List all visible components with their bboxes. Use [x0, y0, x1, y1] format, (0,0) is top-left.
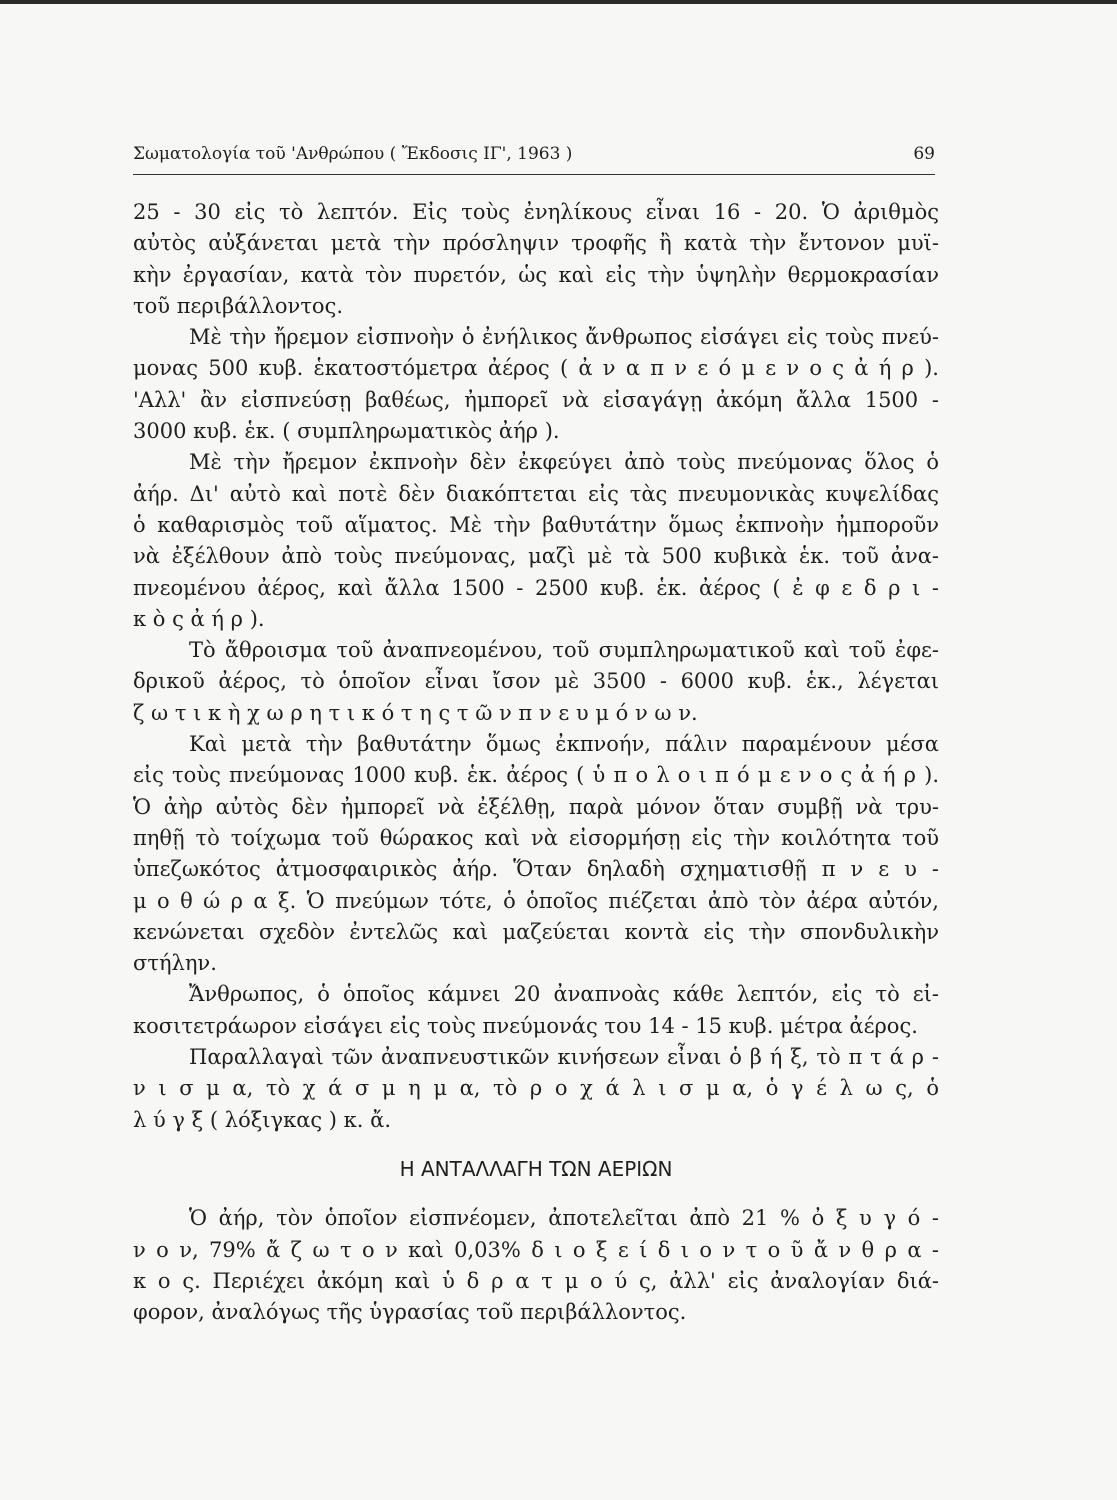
text-line: στήλην. — [133, 951, 217, 976]
text-line: νὰ ἐξέλθουν ἀπὸ τοὺς πνεύμονας, μαζὶ μὲ τὰ 500 κυβικὰ ἑκ. τοῦ ἀνα- — [133, 544, 939, 569]
text-line: πηθῇ τὸ τοίχωμα τοῦ θώρακος καὶ νὰ εἰσορμήσῃ εἰς τὴν κοιλότητα τοῦ — [133, 825, 939, 850]
text-line: 'Αλλ' ἂν εἰσπνεύσῃ βαθέως, ἠμπορεῖ νὰ εἰσαγάγῃ ἀκόμη ἄλλα 1500 - — [133, 387, 939, 412]
text-line: τοῦ περιβάλλοντος. — [133, 293, 344, 318]
text-line: Τὸ ἄθροισμα τοῦ ἀναπνεομένου, τοῦ συμπληρωματικοῦ καὶ τοῦ ἐφε- — [189, 638, 939, 663]
text-line: Ὁ ἀήρ, τὸν ὁποῖον εἰσπνέομεν, ἀποτελεῖται ἀπὸ 21 % ὀ ξ υ γ ό - — [189, 1206, 939, 1231]
section-heading: Η ΑΝΤΑΛΛΑΓΗ ΤΩΝ ΑΕΡΙΩΝ — [399, 1156, 673, 1181]
text-line: δρικοῦ ἀέρος, τὸ ὁποῖον εἶναι ἴσον μὲ 3500 - 6000 κυβ. ἑκ., λέγεται — [133, 669, 939, 694]
text-line: ν ο ν, 79% ἄ ζ ω τ ο ν καὶ 0,03% δ ι ο ξ ε ί δ ι ο ν τ ο ῦ ἄ ν θ ρ α - — [133, 1237, 939, 1262]
text-line: πνεομένου ἀέρος, καὶ ἄλλα 1500 - 2500 κυβ. ἑκ. ἀέρος ( ἐ φ ε δ ρ ι - — [133, 575, 939, 600]
text-line: εἰς τοὺς πνεύμονας 1000 κυβ. ἑκ. ἀέρος ( ὑ π ο λ ο ι π ό μ ε ν ο ς ἀ ή ρ ). — [133, 763, 939, 788]
text-line: αὐτὸς αὐξάνεται μετὰ τὴν πρόσληψιν τροφῆς ἢ κατὰ τὴν ἔντονον μυϊ- — [133, 231, 939, 256]
text-line: κοσιτετράωρον εἰσάγει εἰς τοὺς πνεύμονάς του 14 - 15 κυβ. μέτρα ἀέρος. — [133, 1013, 918, 1038]
text-line: ἀήρ. Δι' αὐτὸ καὶ ποτὲ δὲν διακόπτεται εἰς τὰς πνευμονικὰς κυψελίδας — [133, 481, 939, 506]
text-line: κενώνεται σχεδὸν ἐντελῶς καὶ μαζεύεται κοντὰ εἰς τὴν σπονδυλικὴν — [133, 919, 939, 944]
text-line: κ ο ς. Περιέχει ἀκόμη καὶ ὑ δ ρ α τ μ ο ύ ς, ἀλλ' εἰς ἀναλογίαν διά- — [133, 1268, 939, 1293]
header-title: Σωματολογία τοῦ 'Ανθρώπου ( Ἔκδοσις ΙΓ', 1963 ) — [133, 144, 573, 164]
text-line: ν ι σ μ α, τὸ χ ά σ μ η μ α, τὸ ρ ο χ ά λ ι σ μ α, ὁ γ έ λ ω ς, ὁ — [133, 1076, 939, 1101]
text-line: Ὁ ἀὴρ αὐτὸς δὲν ἠμπορεῖ νὰ ἐξέλθῃ, παρὰ μόνον ὅταν συμβῇ νὰ τρυ- — [133, 794, 939, 819]
text-line: ζ ω τ ι κ ὴ χ ω ρ η τ ι κ ό τ η ς τ ῶ ν π ν ε υ μ ό ν ω ν. — [133, 700, 698, 725]
text-line: κὴν ἐργασίαν, κατὰ τὸν πυρετόν, ὡς καὶ εἰς τὴν ὑψηλὴν θερμοκρασίαν — [133, 262, 939, 287]
text-line: 3000 κυβ. ἑκ. ( συμπληρωματικὸς ἀήρ ). — [133, 419, 560, 444]
scan-top-edge — [0, 0, 1117, 4]
text-line: Μὲ τὴν ἤρεμον εἰσπνοὴν ὁ ἐνήλικος ἄνθρωπος εἰσάγει εἰς τοὺς πνεύ- — [189, 325, 939, 350]
text-line: 25 - 30 εἰς τὸ λεπτόν. Εἰς τοὺς ἐνηλίκους εἶναι 16 - 20. Ὁ ἀριθμὸς — [133, 200, 939, 224]
running-header — [133, 140, 935, 175]
text-line: λ ύ γ ξ ( λόξιγκας ) κ. ἄ. — [133, 1107, 392, 1132]
text-line: Παραλλαγαὶ τῶν ἀναπνευστικῶν κινήσεων εἶναι ὁ β ή ξ, τὸ π τ ά ρ - — [189, 1045, 939, 1070]
text-line: ὑπεζωκότος ἀτμοσφαιρικὸς ἀήρ. Ὅταν δηλαδὴ σχηματισθῇ π ν ε υ - — [133, 857, 939, 882]
text-line: ὁ καθαρισμὸς τοῦ αἵματος. Μὲ τὴν βαθυτάτην ὅμως ἐκπνοὴν ἠμποροῦν — [133, 512, 939, 537]
body-text — [133, 197, 939, 1328]
text-line: Μὲ τὴν ἤρεμον ἐκπνοὴν δὲν ἐκφεύγει ἀπὸ τοὺς πνεύμονας ὅλος ὁ — [189, 450, 939, 475]
text-line: Ἄνθρωπος, ὁ ὁποῖος κάμνει 20 ἀναπνοὰς κάθε λεπτόν, εἰς τὸ εἰ- — [189, 982, 939, 1007]
text-line: φορον, ἀναλόγως τῆς ὑγρασίας τοῦ περιβάλλοντος. — [133, 1300, 687, 1325]
text-line: Καὶ μετὰ τὴν βαθυτάτην ὅμως ἐκπνοήν, πάλιν παραμένουν μέσα — [189, 732, 939, 757]
text-line: μ ο θ ώ ρ α ξ. Ὁ πνεύμων τότε, ὁ ὁποῖος πιέζεται ἀπὸ τὸν ἀέρα αὐτόν, — [133, 888, 939, 913]
page-number: 69 — [913, 144, 935, 164]
text-line: κ ὸ ς ἀ ή ρ ). — [133, 606, 265, 631]
text-line: μονας 500 κυβ. ἑκατοστόμετρα ἀέρος ( ἀ ν α π ν ε ό μ ε ν ο ς ἀ ή ρ ). — [133, 356, 939, 381]
